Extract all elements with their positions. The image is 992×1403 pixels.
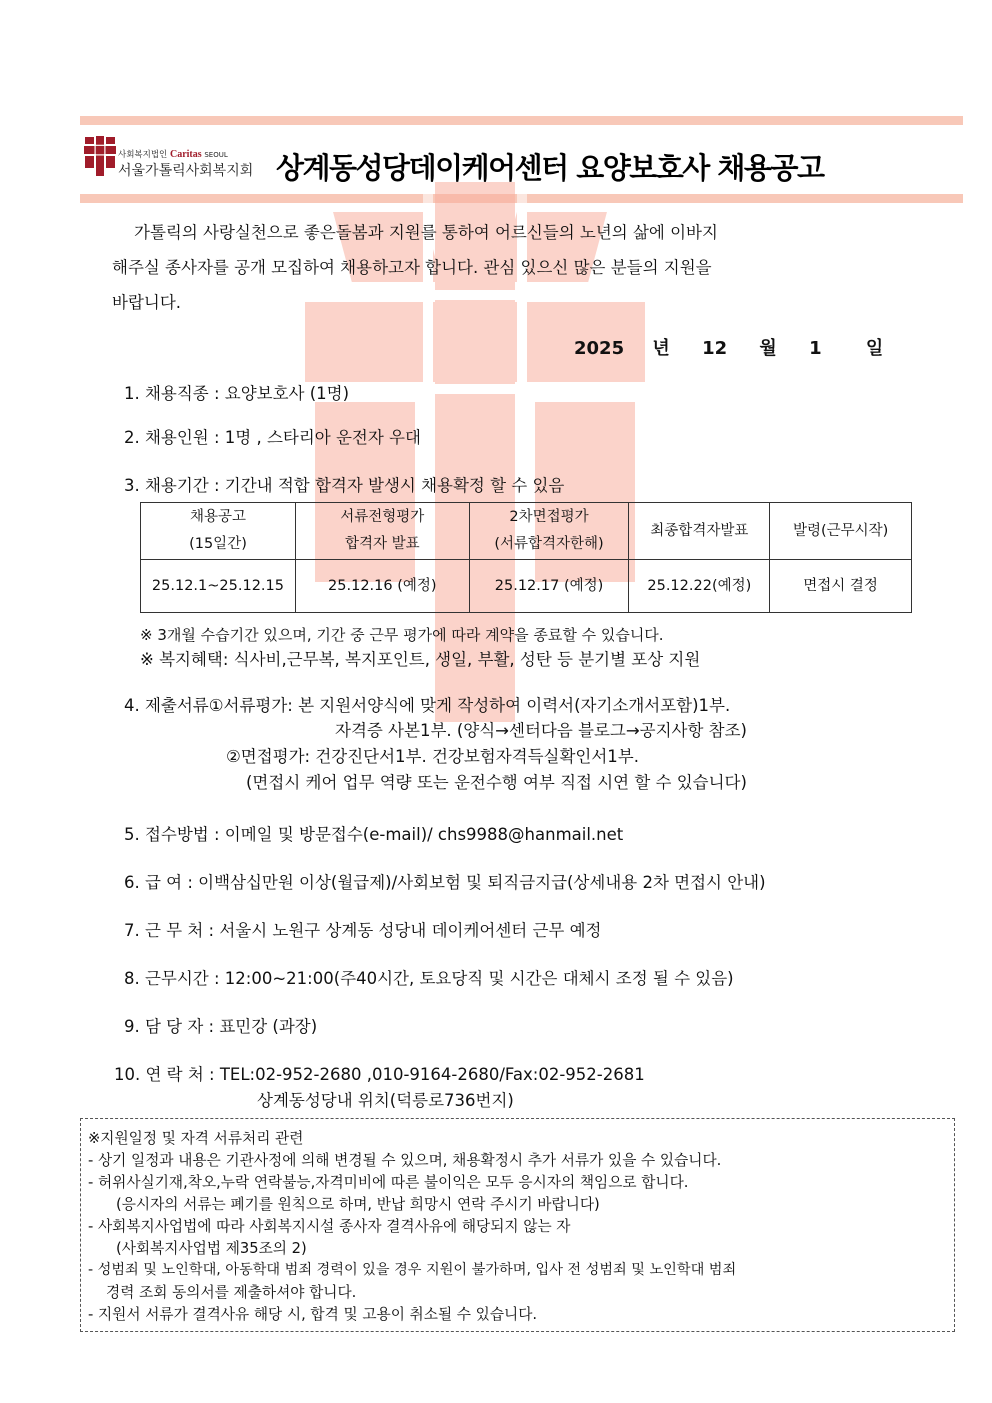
logo-name: 서울가톨릭사회복지회: [118, 163, 254, 179]
date-day: 1: [809, 338, 822, 359]
table-header-cell: 최종합격자발표: [629, 503, 770, 560]
schedule-value-row: [141, 560, 912, 613]
date-month: 12: [702, 338, 728, 359]
schedule-header-row: [141, 503, 912, 560]
item-7: 7. 근 무 처 : 서울시 노원구 상계동 성당내 데이케어센터 근무 예정: [124, 921, 602, 940]
item-4: 4. 제출서류①서류평가: 본 지원서양식에 맞게 작성하여 이력서(자기소개서포함)1부.: [124, 696, 731, 715]
notice-line: - 지원서 서류가 결격사유 해당 시, 합격 및 고용이 취소될 수 있습니다.: [88, 1306, 538, 1323]
notice-line: (사회복지사업법 제35조의 2): [116, 1240, 307, 1257]
notice-line: - 허위사실기재,착오,누락 연락불능,자격미비에 따른 불이익은 모두 응시자의 책임으로 합니다.: [88, 1174, 689, 1191]
item-10-address: 상계동성당내 위치(덕릉로736번지): [257, 1091, 514, 1110]
intro-line-1: 가톨릭의 사랑실천으로 좋은돌봄과 지원를 통하여 어르신들의 노년의 삶에 이바지: [134, 223, 718, 242]
date-year: 2025: [574, 338, 625, 359]
notice-line: 경력 조회 동의서를 제출하셔야 합니다.: [106, 1284, 357, 1301]
item-4-line-3: ②면접평가: 건강진단서1부. 건강보험자격득실확인서1부.: [226, 747, 639, 766]
date-day-unit: 일: [865, 338, 884, 359]
logo-seoul: SEOUL: [204, 151, 228, 159]
item-6: 6. 급 여 : 이백삼십만원 이상(월급제)/사회보험 및 퇴직금지급(상세내용 2차 면접시 안내): [124, 873, 766, 892]
date-month-unit: 월: [759, 338, 777, 359]
table-header-cell: 서류전형평가 합격자 발표: [295, 503, 469, 560]
table-header-cell: 채용공고 (15일간): [141, 503, 296, 560]
notice-line: - 사회복지사업법에 따라 사회복지시설 종사자 결격사유에 해당되지 않는 자: [88, 1218, 571, 1235]
logo-subtitle: 사회복지법인 Caritas SEOUL: [118, 149, 228, 160]
notice-line: (응시자의 서류는 폐기를 원칙으로 하며, 반납 희망시 연락 주시기 바랍니다): [116, 1196, 600, 1213]
table-cell: 25.12.17 (예정): [469, 560, 629, 613]
item-2: 2. 채용인원 : 1명 , 스타리아 운전자 우대: [124, 428, 421, 447]
table-header-cell: 발령(근무시작): [770, 503, 912, 560]
caritas-cross-icon: [84, 136, 116, 176]
page-title: 상계동성당데이케어센터 요양보호사 채용공고: [276, 151, 824, 185]
item-9: 9. 담 당 자 : 표민강 (과장): [124, 1017, 318, 1036]
item-1: 1. 채용직종 : 요양보호사 (1명): [124, 384, 350, 403]
item-4-line-2: 자격증 사본1부. (양식→센터다음 블로그→공지사항 참조): [335, 721, 747, 740]
item-10: 10. 연 락 처 : TEL:02-952-2680 ,010-9164-2680/Fax:02-952-2681: [114, 1065, 645, 1084]
table-cell: 25.12.1~25.12.15: [141, 560, 296, 613]
item-4-line-4: (면접시 케어 업무 역량 또는 운전수행 여부 직접 시연 할 수 있습니다): [246, 773, 747, 792]
item-3: 3. 채용기간 : 기간내 적합 합격자 발생시 채용확정 할 수 있음: [124, 476, 565, 495]
benefits-note: ※ 복지혜택: 식사비,근무복, 복지포인트, 생일, 부활, 성탄 등 분기별 포상 지원: [140, 650, 701, 669]
notice-line: - 상기 일정과 내용은 기관사정에 의해 변경될 수 있으며, 채용확정시 추가 서류가 있을 수 있습니다.: [88, 1152, 722, 1169]
logo-caritas: Caritas: [169, 149, 202, 160]
probation-note: ※ 3개월 수습기간 있으며, 기간 중 근무 평가에 따라 계약을 종료할 수 있습니다.: [140, 626, 664, 644]
table-cell: 25.12.22(예정): [629, 560, 770, 613]
item-8: 8. 근무시간 : 12:00~21:00(주40시간, 토요당직 및 시간은 대체시 조정 될 수 있음): [124, 969, 734, 988]
intro-line-3: 바랍니다.: [112, 293, 182, 312]
notice-title: ※지원일정 및 자격 서류처리 관련: [88, 1130, 304, 1147]
date-year-unit: 년: [652, 338, 670, 359]
announcement-date: [574, 334, 883, 360]
notice-line: - 성범죄 및 노인학대, 아동학대 범죄 경력이 있을 경우 지원이 불가하며, 입사 전 성범죄 및 노인학대 범죄: [88, 1262, 737, 1278]
table-cell: 면접시 결정: [770, 560, 912, 613]
header-top-band: [80, 116, 963, 125]
table-header-cell: 2차면접평가 (서류합격자한해): [469, 503, 629, 560]
table-cell: 25.12.16 (예정): [295, 560, 469, 613]
intro-line-2: 해주실 종사자를 공개 모집하여 채용하고자 합니다. 관심 있으신 많은 분들의 지원을: [112, 258, 712, 277]
intro-paragraph: [112, 215, 872, 320]
item-5: 5. 접수방법 : 이메일 및 방문접수(e-mail)/ chs9988@hanmail.net: [124, 825, 624, 844]
schedule-table: [140, 502, 912, 613]
